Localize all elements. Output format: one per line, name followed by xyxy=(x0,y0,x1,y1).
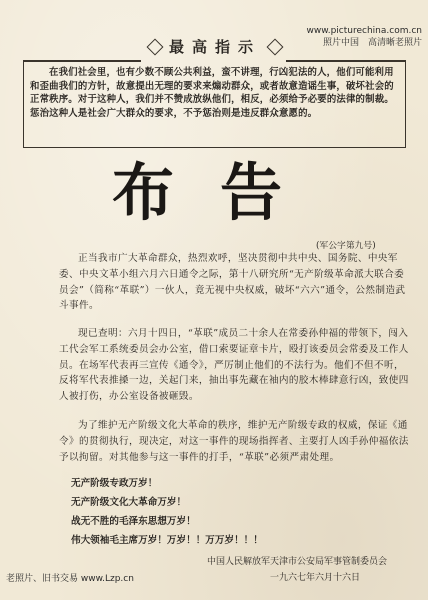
quote-title: 最高指示 xyxy=(168,38,261,56)
quote-title-block xyxy=(145,36,285,58)
issuer: 中国人民解放军天津市公安局军事管制委员会 xyxy=(206,557,387,567)
notice-title: 布告 xyxy=(111,156,328,229)
notice-paragraph-2: 现已查明：六月十四日，“革联”成员二十余人在常委孙仲福的带领下，闯入工代会军工系统委员会办公室，借口索要证章卡片，殴打该委员会常委及工作人员。在场军代表再三宣传《通令》，严厉制止他们的不法行为。他们不但不听，反将军代表推搡一边，关起门来，抽出事先藏在袖内的胶木棒肆意行凶，致使四人被打伤，办公室设备被砸毁。 xyxy=(59,328,409,403)
slogan: 战无不胜的毛泽东思想万岁！ xyxy=(71,516,196,527)
watermark-bottom: 老照片、旧书交易 www.Lzp.cn xyxy=(6,574,134,584)
watermark-caption: 照片中国 高清晰老照片 xyxy=(322,38,422,48)
issue-date: 一九六七年六月十六日 xyxy=(270,573,361,583)
notice-paragraph-1: 正当我市广大革命群众，热烈欢呼，坚决贯彻中共中央、国务院、中央军委、中央文革小组六月六日通令之际，第十八研究所“无产阶级革命派大联合委员会”（简称“革联”）一伙人，竟无视中央权威，破坏“六六”通令，公然制造武斗事件。 xyxy=(59,253,406,312)
slogan: 伟大领袖毛主席万岁！万岁！！万万岁！！！ xyxy=(71,535,263,546)
notice-paragraph-3: 为了维护无产阶级文化大革命的秩序，维护无产阶级专政的权威，保证《通令》的贯彻执行，现决定，对这一事件的现场指挥者、主要打人凶手孙仲福依法予以拘留。对其他参与这一事件的打手，“革联”必须严肃处理。 xyxy=(59,420,409,463)
diamond-ornament-icon xyxy=(147,39,164,56)
slogan: 无产阶级专政万岁！ xyxy=(71,478,158,489)
slogan: 无产阶级文化大革命万岁！ xyxy=(71,497,187,508)
document-number: (军公字第九号) xyxy=(316,241,376,251)
watermark-url: www.picturechina.com.cn xyxy=(306,26,422,36)
slogan-list xyxy=(71,474,371,550)
quote-text: 在我们社会里，也有少数不顾公共利益，蛮不讲理，行凶犯法的人，他们可能利用和歪曲我们的方针，故意提出无理的要求来煽动群众，或者故意造谣生事，破坏社会的正常秩序。对于这种人，我们并不赞成放纵他们，相反，必须给予必要的法律的制裁。惩治这种人是社会广大群众的要求，不予惩治则是违反群众意愿的。 xyxy=(30,67,394,119)
diamond-ornament-icon xyxy=(267,39,284,56)
